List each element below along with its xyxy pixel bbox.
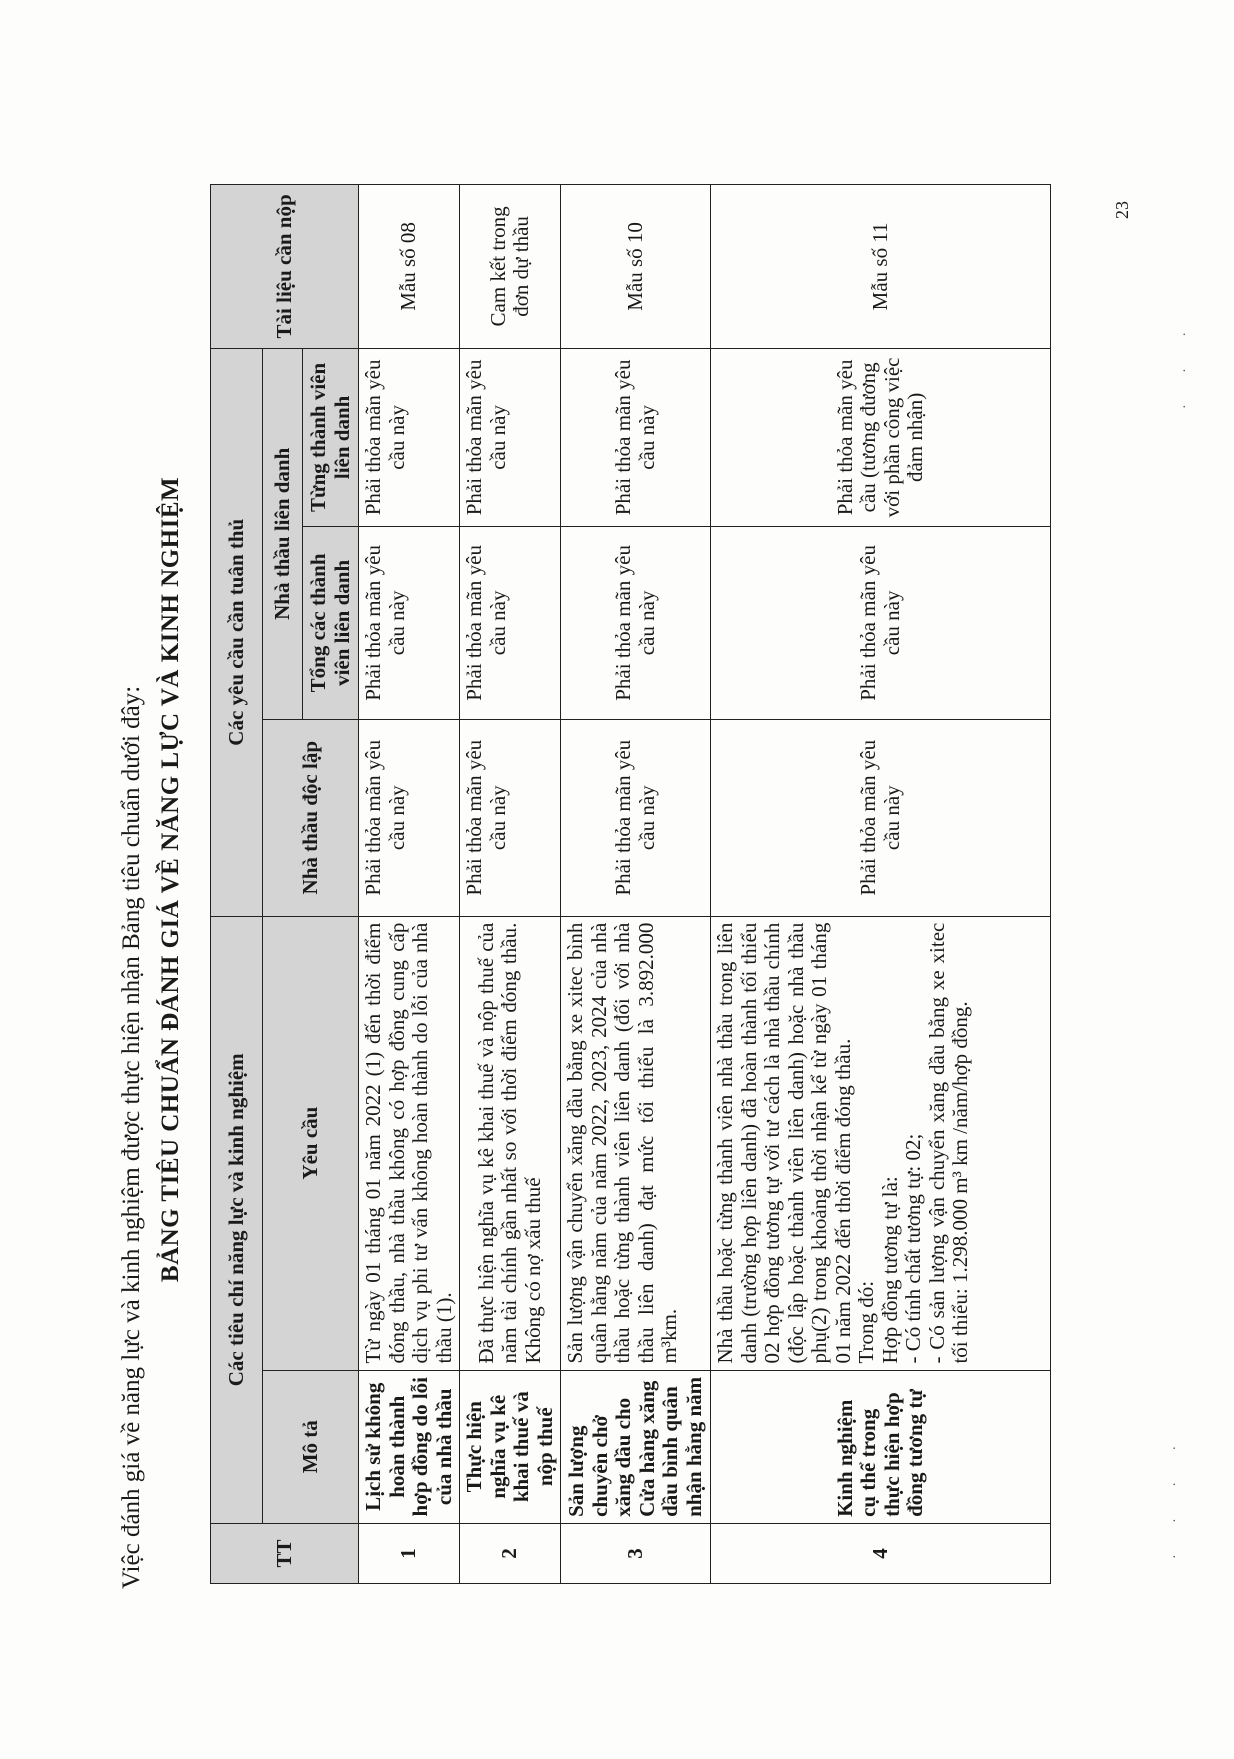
header-joint-group: Nhà thầu liên danh: [263, 348, 303, 719]
header-criteria-group: Các tiêu chí năng lực và kinh nghiệm: [211, 916, 263, 1523]
row-2-tt: 2: [460, 1523, 561, 1583]
table-heading: BẢNG TIÊU CHUẨN ĐÁNH GIÁ VỀ NĂNG LỰC VÀ KINH NGHIỆM: [157, 476, 184, 1283]
header-documents: Tài liệu cần nộp: [211, 185, 359, 349]
header-compliance-group: Các yêu cầu cần tuân thủ: [211, 348, 263, 916]
row-2-independent: Phải thỏa mãn yêu cầu này: [460, 719, 561, 916]
header-joint-total: Tổng các thành viên liên danh: [303, 527, 359, 720]
row-2-joint-total: Phải thỏa mãn yêu cầu này: [460, 527, 561, 720]
row-1-tt: 1: [359, 1523, 460, 1583]
row-1-description: Lịch sử không hoàn thành hợp đồng do lỗi của nhà thầu: [359, 1370, 460, 1523]
header-joint-each: Từng thành viên liên danh: [303, 348, 359, 526]
row-2-documents: Cam kết trong đơn dự thầu: [460, 185, 561, 349]
row-1-joint-total: Phải thỏa mãn yêu cầu này: [359, 527, 460, 720]
header-independent: Nhà thầu độc lập: [263, 719, 359, 916]
row-3-independent: Phải thỏa mãn yêu cầu này: [561, 719, 711, 916]
header-description: Mô tả: [263, 1370, 359, 1523]
row-3-joint-total: Phải thỏa mãn yêu cầu này: [561, 527, 711, 720]
table-row-3: [561, 185, 711, 1584]
row-4-requirement-sub: Trong đó:: [854, 1280, 879, 1364]
row-2-requirement: Đã thực hiện nghĩa vụ kê khai thuế và nộp thuế của năm tài chính gần nhất so với thời điểm đóng thầu. Không có nợ xấu thuế: [460, 916, 561, 1370]
header-requirement: Yêu cầu: [263, 916, 359, 1370]
header-row-1: [211, 185, 263, 1584]
scan-speckles-2: · · ·: [1178, 318, 1193, 409]
header-tt: TT: [211, 1523, 359, 1583]
row-4-tt: 4: [711, 1523, 1051, 1583]
row-4-requirement: [711, 916, 1051, 1370]
intro-text: Việc đánh giá về năng lực và kinh nghiệm được thực hiện nhận Bảng tiêu chuẩn dưới đây:: [118, 685, 145, 1589]
row-1-documents: Mẫu số 08: [359, 185, 460, 349]
row-1-requirement: Từ ngày 01 tháng 01 năm 2022 (1) đến thời điểm đóng thầu, nhà thầu không có hợp đồng cung cấp dịch vụ phi tư vấn không hoàn thành do lỗi của nhà thầu (1).: [359, 916, 460, 1370]
row-4-independent: Phải thỏa mãn yêu cầu này: [711, 719, 1051, 916]
row-4-requirement-line-2: - Có tính chất tương tự: 02;: [901, 1133, 926, 1364]
row-4-description: Kinh nghiệm cụ thể trong thực hiện hợp đồng tương tự: [711, 1370, 1051, 1523]
row-3-documents: Mẫu số 10: [561, 185, 711, 349]
row-4-joint-each: Phải thỏa mãn yêu cầu (tương đương với phần công việc đảm nhận): [711, 348, 1051, 526]
header-row-2: [263, 185, 303, 1584]
row-2-description: Thực hiện nghĩa vụ kê khai thuế và nộp thuế: [460, 1370, 561, 1523]
row-1-joint-each: Phải thỏa mãn yêu cầu này: [359, 348, 460, 526]
row-4-joint-total: Phải thỏa mãn yêu cầu này: [711, 527, 1051, 720]
row-3-description: Sản lượng chuyên chở xăng dầu cho Cửa hàng xăng dầu bình quân nhận hằng năm: [561, 1370, 711, 1523]
row-2-joint-each: Phải thỏa mãn yêu cầu này: [460, 348, 561, 526]
table-row-1: [359, 185, 460, 1584]
row-3-requirement: Sản lượng vận chuyển xăng dầu bằng xe xitec bình quân hằng năm của năm 2022, 2023, 2024 của nhà thầu hoặc từng thành viên liên danh (đối với nhà thầu liên danh) đạt mức tối thiểu là 3.892.000 m³km.: [561, 916, 711, 1370]
table-row-2: [460, 185, 561, 1584]
row-4-documents: Mẫu số 11: [711, 185, 1051, 349]
row-4-requirement-line-1: Hợp đồng tương tự là:: [877, 1176, 902, 1364]
row-4-requirement-main: Nhà thầu hoặc từng thành viên nhà thầu trong liên danh (trường hợp liên danh) đã hoàn thành tối thiểu 02 hợp đồng tương tự với tư cách là nhà thầu chính (độc lập hoặc thành viên liên danh) hoặc nhà thầu phụ(2) trong khoảng thời nhận kể từ ngày 01 tháng 01 năm 2022 đến thời điểm đóng thầu.: [713, 922, 855, 1364]
row-4-requirement-line-3: - Có sản lượng vận chuyển xăng dầu bằng xe xitec tối thiểu: 1.298.000 m³ km /năm/hợp đồng.: [924, 922, 973, 1364]
evaluation-table: [210, 184, 1051, 1584]
row-3-tt: 3: [561, 1523, 711, 1583]
table-row-4: [711, 185, 1051, 1584]
row-3-joint-each: Phải thỏa mãn yêu cầu này: [561, 348, 711, 526]
scan-speckles: · · · ·: [1168, 1431, 1183, 1559]
page-number: 23: [1112, 201, 1132, 219]
row-1-independent: Phải thỏa mãn yêu cầu này: [359, 719, 460, 916]
